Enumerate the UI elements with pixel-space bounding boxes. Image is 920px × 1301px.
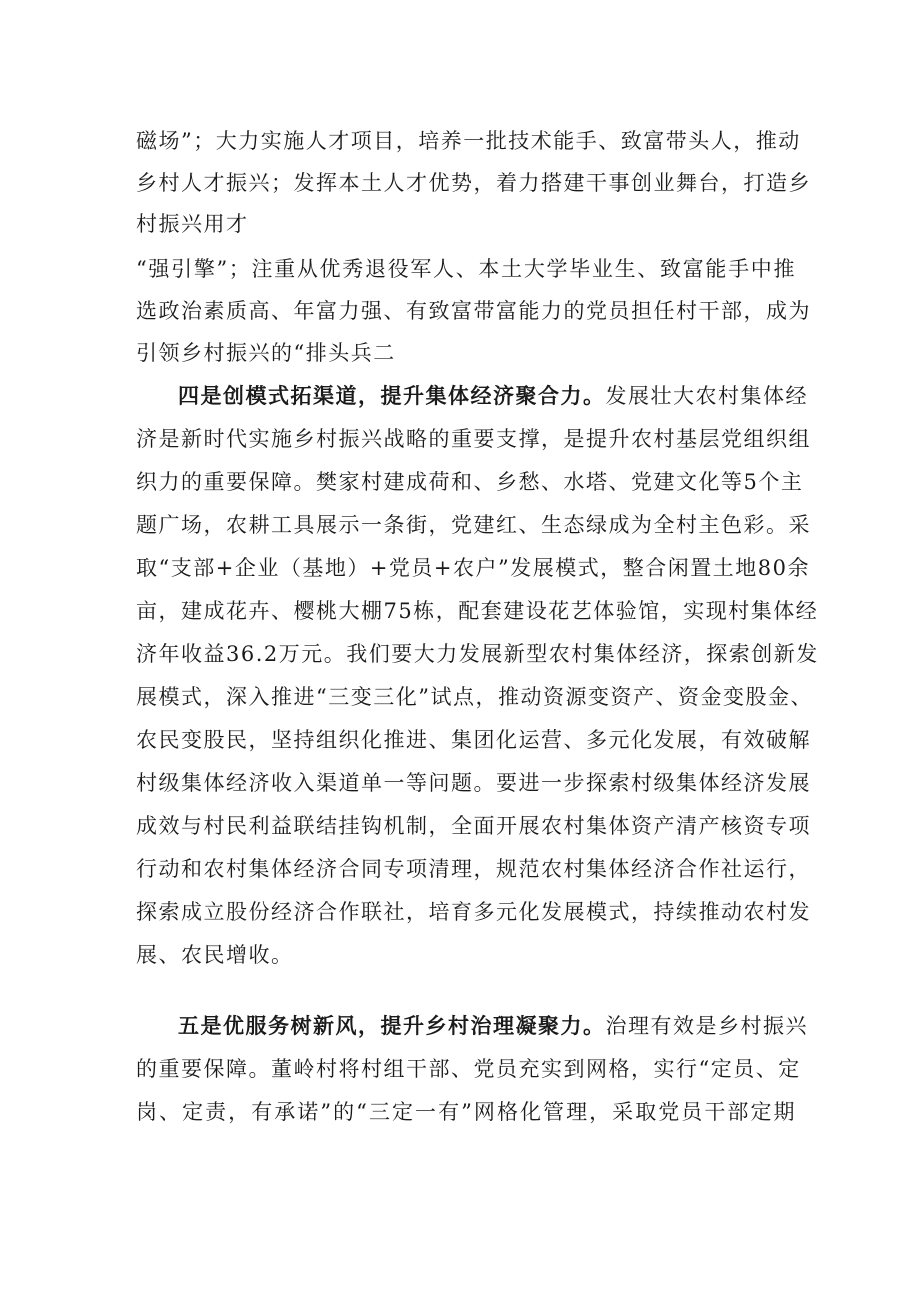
text-line: “强引擎”；注重从优秀退役军人、本土大学毕业生、致富能手中推 <box>136 257 796 281</box>
text-line: 村振兴用才 <box>136 212 249 236</box>
text-line: 村级集体经济收入渠道单一等问题。要进一步探索村级集体经济发展 <box>136 771 811 795</box>
text-line: 取“支部+企业（基地）+党员+农户”发展模式，整合闲置土地80余 <box>136 556 810 580</box>
text-line: 岗、定责，有承诺”的“三定一有”网格化管理，采取党员干部定期 <box>136 1100 796 1124</box>
text-line: 农民变股民，坚持组织化推进、集团化运营、多元化发展，有效破解 <box>136 728 811 752</box>
text-line: 探索成立股份经济合作联社，培育多元化发展模式，持续推动农村发 <box>136 900 811 924</box>
text-line: 引领乡村振兴的“排头兵二 <box>136 341 396 365</box>
text-line: 行动和农村集体经济合同专项清理，规范农村集体经济合作社运行， <box>136 857 811 881</box>
text-line: 织力的重要保障。樊家村建成荷和、乡愁、水塔、党建文化等5个主 <box>136 470 804 494</box>
paragraph-heading-line <box>178 383 808 409</box>
text-line: 的重要保障。董岭村将村组干部、党员充实到网格，实行“定员、定 <box>136 1057 801 1081</box>
text-line: 成效与村民利益联结挂钩机制，全面开展农村集体资产清产核资专项 <box>136 814 811 838</box>
text-line: 亩，建成花卉、樱桃大棚75栋，配套建设花艺体验馆，实现村集体经 <box>136 599 819 623</box>
text-line: 济年收益36.2万元。我们要大力发展新型农村集体经济，探索创新发 <box>136 642 819 666</box>
text-segment: 治理有效是乡村振兴 <box>605 1014 808 1038</box>
text-line: 展模式，深入推进“三变三化”试点，推动资源变资产、资金变股金、 <box>136 685 813 709</box>
paragraph-heading: 五是优服务树新风，提升乡村治理凝聚力。 <box>178 1013 606 1038</box>
text-segment: 发展壮大农村集体经 <box>605 384 808 408</box>
text-line: 济是新时代实施乡村振兴战略的重要支撑，是提升农村基层党组织组 <box>136 427 811 451</box>
text-line: 展、农民增收。 <box>136 943 294 967</box>
text-line: 乡村人才振兴；发挥本土人才优势，着力搭建干事创业舞台，打造乡 <box>136 171 811 195</box>
paragraph-heading: 四是创模式拓渠道，提升集体经济聚合力。 <box>178 383 606 408</box>
text-line: 磁场”；大力实施人才项目，培养一批技术能手、致富带头人，推动 <box>136 129 801 153</box>
text-line: 选政治素质高、年富力强、有致富带富能力的党员担任村干部，成为 <box>136 299 811 323</box>
paragraph-heading-line <box>178 1013 808 1039</box>
text-line: 题广场，农耕工具展示一条街，党建红、生态绿成为全村主色彩。采 <box>136 513 811 537</box>
